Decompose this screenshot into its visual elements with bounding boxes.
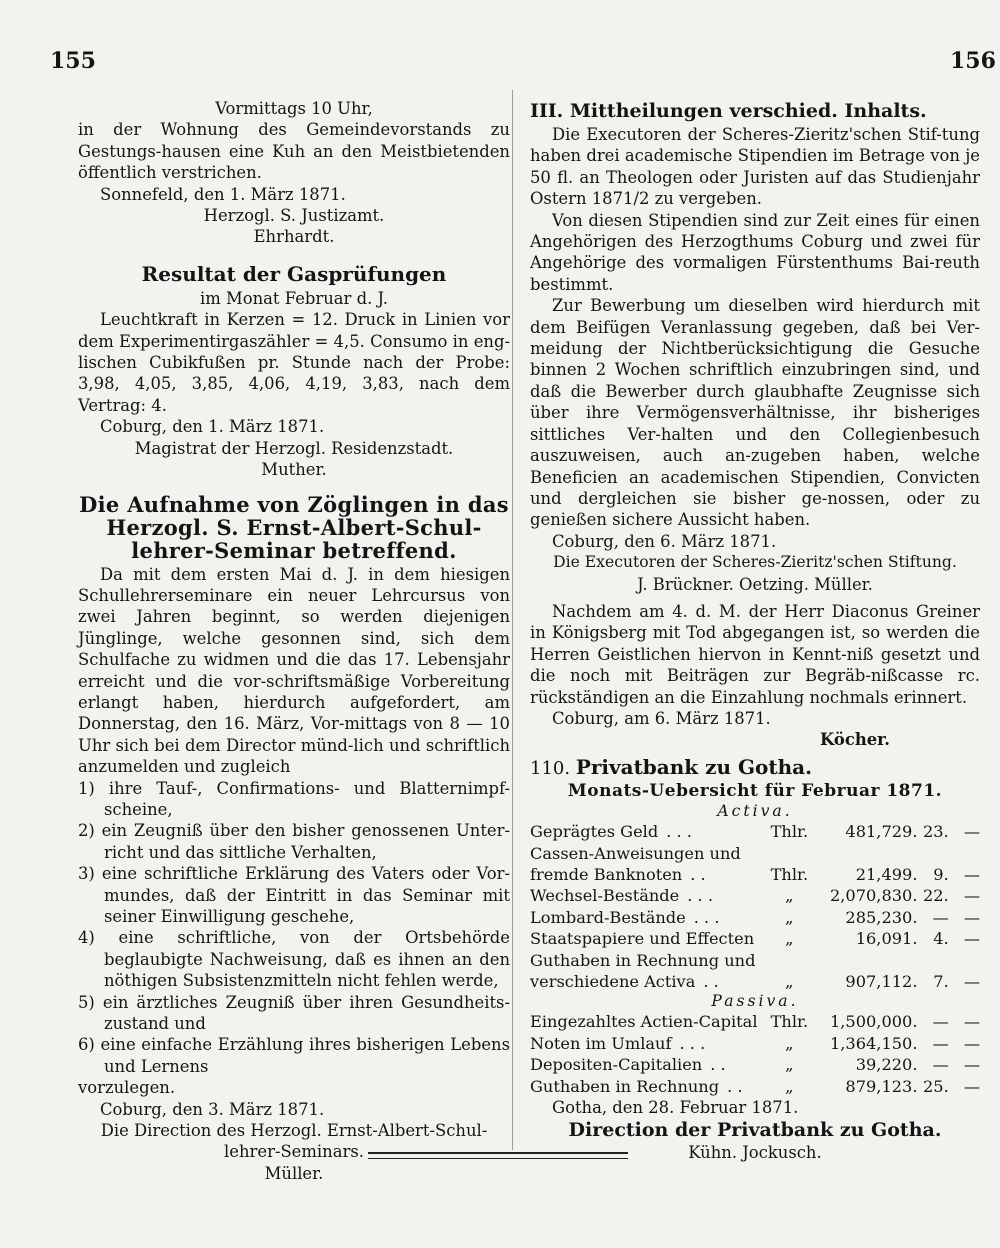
seminar-item-5: 5) ein ärztliches Zeugniß über ihren Gesundheits-zustand und [78,992,510,1034]
row-cents: 4. [933,929,949,949]
row-trail: — [963,929,980,949]
table-row [530,1033,980,1054]
stipend-date: Coburg, den 6. März 1871. [552,531,777,551]
row-unit: Thlr. [770,822,809,842]
seminar-intro: Da mit dem ersten Mai d. J. in dem hiesigen Schullehrerseminare ein neuer Lehrcursus von zwei Jahren beginnt, so werden diejenigen Jünglinge, welche gesonnen sind, sich dem Schulfache zu widmen und die das 17. Lebensjahr erreicht und die vor-schriftsmäßige Vorbereitung erlangt haben, hierdurch aufgefordert, am Donnerstag, den 16. März, Vor-mittags von 8 — 10 Uhr sich bei dem Director münd-lich und schriftlich anzumelden und zugleich [78,564,510,777]
row-label: fremde Banknoten [530,865,683,884]
row-leader-dots: . . [710,1055,726,1075]
row-unit: Thlr. [770,865,809,884]
gas-title: Resultat der Gasprüfungen [141,261,447,286]
bank-number: 110. [530,757,571,779]
row-amount: 16,091. [855,929,918,949]
row-amount: 879,123. [845,1076,918,1096]
row-trail: — [963,1033,980,1053]
seminar-date: Coburg, den 3. März 1871. [100,1099,325,1119]
row-label: verschiedene Activa [530,972,696,992]
bank-subtitle: Monats-Uebersicht für Februar 1871. [567,780,943,801]
row-cents: 25. [923,1076,949,1096]
row-cents: — [932,1012,949,1032]
table-row [530,971,980,992]
row-amount: 21,499. [855,865,918,884]
row-unit: „ [785,886,794,906]
notice-signer: Ehrhardt. [253,227,335,247]
row-label: Eingezahltes Actien-Capital [530,1012,758,1032]
row-trail: — [963,1055,980,1075]
gas-report [78,262,510,481]
row-trail: — [963,1012,980,1032]
gas-signer: Muther. [261,460,327,480]
row-trail [949,950,980,971]
row-trail: — [963,1076,980,1096]
notice-date: Sonnefeld, den 1. März 1871. [100,184,346,204]
death-notice [530,601,980,751]
table-row [530,864,980,885]
row-label: Geprägtes Geld [530,822,659,842]
stipend-paragraph-1: Die Executoren der Scheres-Zieritz'schen Stif-tung haben drei academische Stipendien im Betrage von je 50 fl. an Theologen oder Juristen auf das Studienjahr Ostern 1871/2 zu vergeben. [530,125,980,209]
bank-report [530,755,980,1164]
gas-subtitle: im Monat Februar d. J. [199,288,389,308]
death-body: Nachdem am 4. d. M. der Herr Diaconus Greiner in Königsberg mit Tod abgegangen ist, so werden die Herren Geistlichen hiervon in Kennt-niß gesetzt und die noch mit Beiträgen zur Begräb-nißcasse rc. rückständigen an die Einzahlung nochmals erinnert. [530,601,980,707]
gas-date: Coburg, den 1. März 1871. [100,417,325,437]
stipend-paragraph-2: Von diesen Stipendien sind zur Zeit eines für einen Angehörigen des Herzogthums Coburg und zwei für Angehörige des vormaligen Fürstenthums Bai-reuth bestimmt. [530,210,980,294]
left-column [78,98,510,1184]
row-label: Wechsel-Bestände [530,886,680,906]
row-trail: — [963,865,980,884]
death-date: Coburg, am 6. März 1871. [552,708,771,728]
table-row [530,1054,980,1075]
activa-label: Activa. [717,802,793,821]
gas-body: Leuchtkraft in Kerzen = 12. Druck in Linien vor dem Experimentirgaszähler = 4,5. Consumo in eng-lischen Cubikfußen pr. Stunde nach der Probe: 3,98, 4,05, 3,85, 4,06, 4,19, 3,83, nach dem Vertrag: 4. [78,310,510,415]
row-unit: „ [785,972,794,992]
stipend-paragraph-3: Zur Bewerbung um dieselben wird hierdurch mit dem Beifügen Veranlassung gegeben, daß bei Ver-meidung der Nichtberücksichtigung die Gesuche binnen 2 Wochen schriftlich einzubringen sind, und daß die Bewerber durch glaubhafte Zeugnisse sich über ihre Vermögensverhältnisse, ihr bisheriges sittliches Ver-halten und den Collegienbesuch auszuweisen, auch an-zugeben haben, welche Beneficien an academischen Stipendien, Convicten und dergleichen sie bisher ge-nossen, oder zu genießen sichere Aussicht haben. [530,296,980,530]
death-signer: Köcher. [820,730,890,750]
column-divider [512,90,513,1150]
row-amount: 2,070,830. [829,886,918,906]
seminar-notice [78,493,510,1185]
row-leader-dots [758,1012,766,1031]
seminar-item-3: 3) eine schriftliche Erklärung des Vaters oder Vor-mundes, daß der Eintritt in das Seminar mit seiner Einwilligung geschehe, [78,864,510,926]
table-row [530,843,980,864]
row-trail: — [963,907,980,927]
row-label: Lombard-Bestände [530,907,686,927]
row-trail: — [963,886,980,906]
stipend-notice [530,124,980,595]
seminar-item-4: 4) eine schriftliche, von der Ortsbehörde beglaubigte Nachweisung, daß es ihnen an den nöthigen Subsistenzmitteln nicht fehlen werde, [78,928,510,991]
row-leader-dots: . . [727,1076,743,1096]
row-amount: 285,230. [845,907,918,927]
row-leader-dots [755,951,763,970]
row-label: Guthaben in Rechnung [530,1076,720,1096]
row-unit: „ [785,1055,794,1075]
row-label: Guthaben in Rechnung und [530,950,756,970]
closing-rule [368,1152,628,1159]
seminar-item-6: 6) eine einfache Erzählung ihres bisherigen Lebens und Lernens [78,1035,510,1076]
row-amount [811,843,917,864]
row-unit: „ [785,1033,794,1053]
bank-title: Privatbank zu Gotha. [575,754,813,779]
row-cents: 22. [923,886,949,906]
row-trail: — [963,822,980,842]
row-cents: 9. [933,865,949,884]
gas-authority: Magistrat der Herzogl. Residenzstadt. [134,438,454,458]
section-heading: III. Mittheilungen verschied. Inhalts. [530,100,927,122]
bank-date: Gotha, den 28. Februar 1871. [552,1098,799,1118]
row-cents: — [932,1055,949,1075]
table-row [530,821,980,842]
stipend-signers: J. Brückner. Oetzing. Müller. [637,574,873,594]
bank-signers: Kühn. Jockusch. [688,1143,822,1163]
table-row [530,1076,980,1097]
row-amount: 1,364,150. [829,1033,918,1053]
row-cents: — [932,1033,949,1053]
row-cents: 23. [923,822,949,842]
table-row [530,950,980,971]
notice-time: Vormittags 10 Uhr, [215,99,373,118]
notice-authority: Herzogl. S. Justizamt. [203,206,385,226]
stipend-authority: Die Executoren der Scheres-Zieritz'schen Stiftung. [553,553,957,572]
notice-body: in der Wohnung des Gemeindevorstands zu Gestungs-hausen eine Kuh an den Meistbietenden öffentlich verstrichen. [78,120,510,183]
row-label: Staatspapiere und Effecten [530,929,755,949]
row-unit: Thlr. [770,1012,809,1032]
page-number-right: 156 [950,48,996,74]
row-leader-dots [754,929,762,948]
table-row [530,1011,980,1032]
row-amount: 1,500,000. [829,1012,918,1032]
row-unit: „ [785,907,794,927]
table-row [530,885,980,906]
row-trail [949,843,980,864]
row-trail: — [963,972,980,992]
page-number-left: 155 [50,48,96,74]
row-label: Cassen-Anweisungen und [530,843,741,863]
row-leader-dots: . . . [693,907,720,927]
row-leader-dots: . . . [687,886,713,906]
row-amount [811,950,917,971]
row-cents [918,950,949,971]
activa-table [530,821,980,992]
row-leader-dots: . . . [666,822,692,842]
seminar-signer: Müller. [264,1163,324,1183]
row-leader-dots: . . [690,865,706,884]
row-leader-dots [741,844,749,863]
row-unit [768,950,812,971]
seminar-authority: Die Direction des Herzogl. Ernst-Albert-Schul-lehrer-Seminars. [100,1121,488,1162]
row-unit [768,843,812,864]
row-amount: 907,112. [845,972,918,992]
table-row [530,907,980,928]
auction-notice [78,98,510,248]
seminar-closing: vorzulegen. [78,1078,176,1098]
seminar-item-2: 2) ein Zeugniß über den bisher genossenen Unter-richt und das sittliche Verhalten, [78,821,510,862]
row-cents: 7. [933,972,949,992]
row-leader-dots: . . . [679,1033,706,1053]
row-amount: 481,729. [845,822,918,842]
row-label: Noten im Umlauf [530,1033,672,1053]
row-amount: 39,220. [855,1055,918,1075]
passiva-table [530,1011,980,1097]
seminar-title: Die Aufnahme von Zöglingen in das Herzogl. S. Ernst-Albert-Schul-lehrer-Seminar betreffend. [79,491,509,563]
passiva-label: Passiva. [711,992,799,1011]
row-unit: „ [785,1076,794,1096]
right-column [530,98,980,1164]
row-leader-dots: . . [703,972,719,992]
table-row [530,928,980,949]
row-label: Depositen-Capitalien [530,1055,703,1075]
row-cents [918,843,949,864]
row-unit: „ [785,929,794,949]
seminar-item-1: 1) ihre Tauf-, Confirmations- und Blatternimpf-scheine, [78,778,510,819]
bank-authority: Direction der Privatbank zu Gotha. [568,1119,942,1142]
row-cents: — [932,907,949,927]
